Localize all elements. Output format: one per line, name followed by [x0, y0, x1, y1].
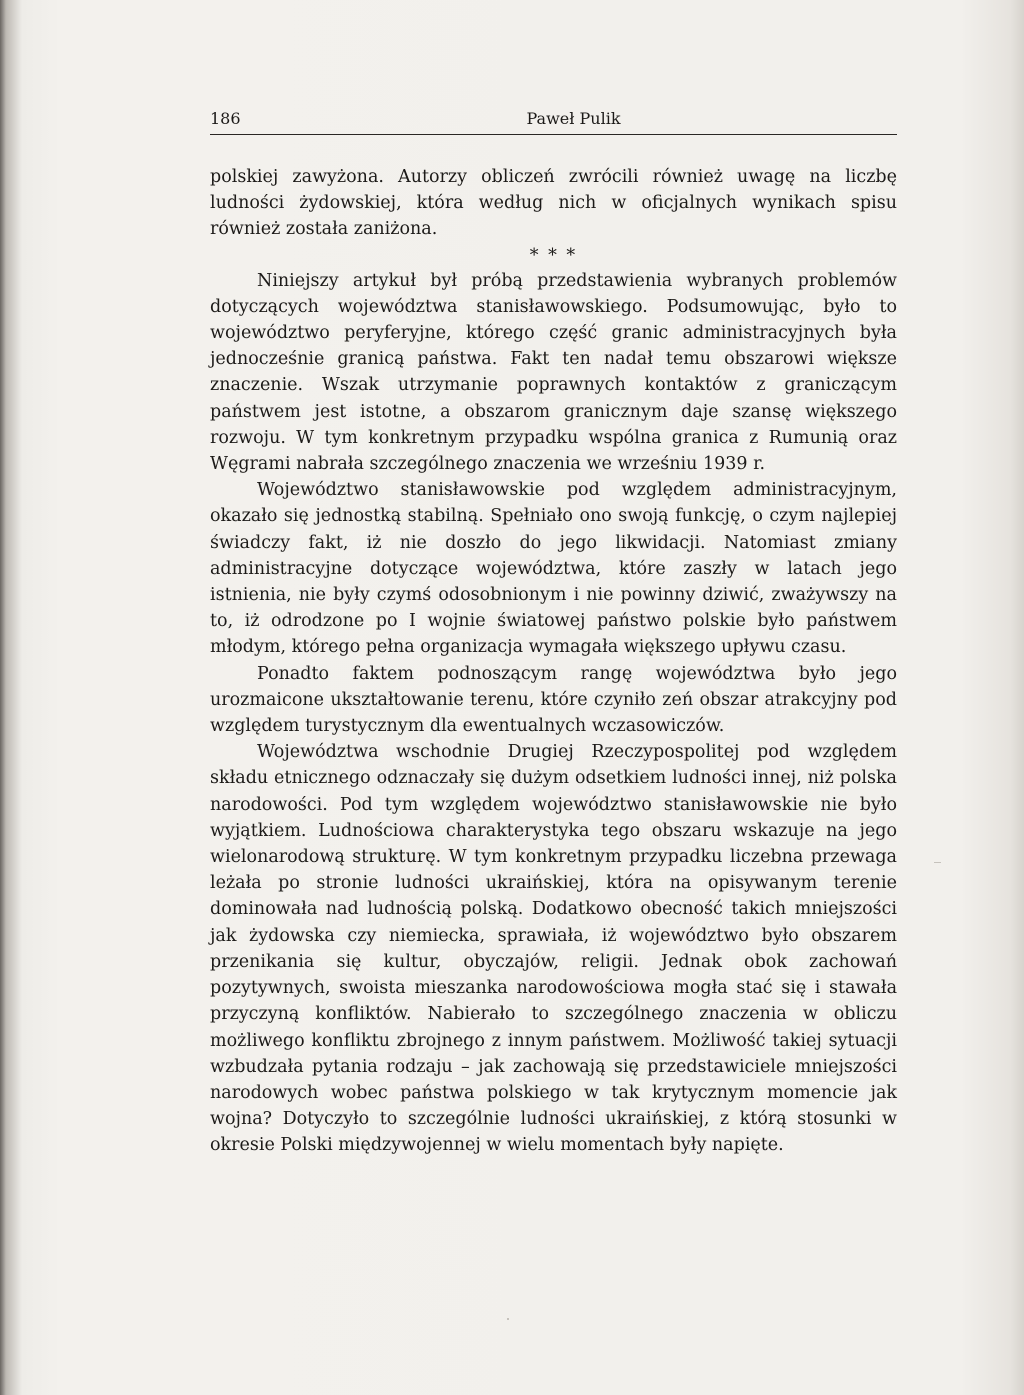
body-text	[210, 164, 897, 1159]
paragraph-summary: Niniejszy artykuł był próbą przedstawienia wybranych problemów dotyczących województwa stanisławowskiego. Podsumowując, było to województwo peryferyjne, którego część granic administracyjnych była jednocześnie granicą państwa. Fakt ten nadał temu obszarowi większe znaczenie. Wszak utrzymanie poprawnych kontaktów z graniczącym państwem jest istotne, a obszarom granicznym daje szansę większego rozwoju. W tym konkretnym przypadku wspólna granica z Rumunią oraz Węgrami nabrała szczególnego znaczenia we wrześniu 1939 r.	[210, 270, 897, 475]
page-header	[210, 108, 897, 135]
scan-speck	[507, 1318, 509, 1320]
section-separator: * * *	[529, 245, 578, 266]
paragraph-terrain: Ponadto faktem podnoszącym rangę województwa było jego urozmaicone ukształtowanie terenu, które czyniło zeń obszar atrakcyjny pod względem turystycznym dla ewentualnych wczasowiczów.	[210, 663, 897, 737]
running-head-author: Paweł Pulik	[526, 109, 621, 128]
continuation-paragraph: polskiej zawyżona. Autorzy obliczeń zwrócili również uwagę na liczbę ludności żydowskiej, która według nich w oficjalnych wynikach spisu również została zaniżona.	[210, 167, 897, 240]
paragraph-ethnic-structure: Województwa wschodnie Drugiej Rzeczypospolitej pod względem składu etnicznego odznaczały się dużym odsetkiem ludności innej, niż polska narodowości. Pod tym względem województwo stanisławowskie nie było wyjątkiem. Ludnościowa charakterystyka tego obszaru wskazuje na jego wielonarodową strukturę. W tym konkretnym przypadku liczebna przewaga leżała po stronie ludności ukraińskiej, która na opisywanym terenie dominowała nad ludnością polską. Dodatkowo obecność takich mniejszości jak żydowska czy niemiecka, sprawiała, iż województwo było obszarem przenikania się kultur, obyczajów, religii. Jednak obok zachowań pozytywnych, swoista mieszanka narodowościowa mogła stać się i stawała przyczyną konfliktów. Nabierało to szczególnego znaczenia w obliczu możliwego konfliktu zbrojnego z innym państwem. Możliwość takiej sytuacji wzbudzała pytania rodzaju – jak zachowają się przedstawiciele mniejszości narodowych wobec państwa polskiego w tak krytycznym momencie jak wojna? Dotyczyło to szczególnie ludności ukraińskiej, z którą stosunki w okresie Polski międzywojennej w wielu momentach były napięte.	[210, 742, 897, 1156]
scan-speck	[934, 862, 941, 863]
paragraph-administration: Województwo stanisławowskie pod względem administracyjnym, okazało się jednostką stabilną. Spełniało ono swoją funkcję, o czym najlepiej świadczy fakt, iż nie doszło do jego likwidacji. Natomiast zmiany administracyjne dotyczące województwa, które zaszły w latach jego istnienia, nie były czymś odosobnionym i nie powinny dziwić, zważywszy na to, iż odrodzone po I wojnie światowej państwo polskie było państwem młodym, którego pełna organizacja wymagała większego upływu czasu.	[210, 480, 897, 658]
page-number: 186	[210, 109, 241, 128]
